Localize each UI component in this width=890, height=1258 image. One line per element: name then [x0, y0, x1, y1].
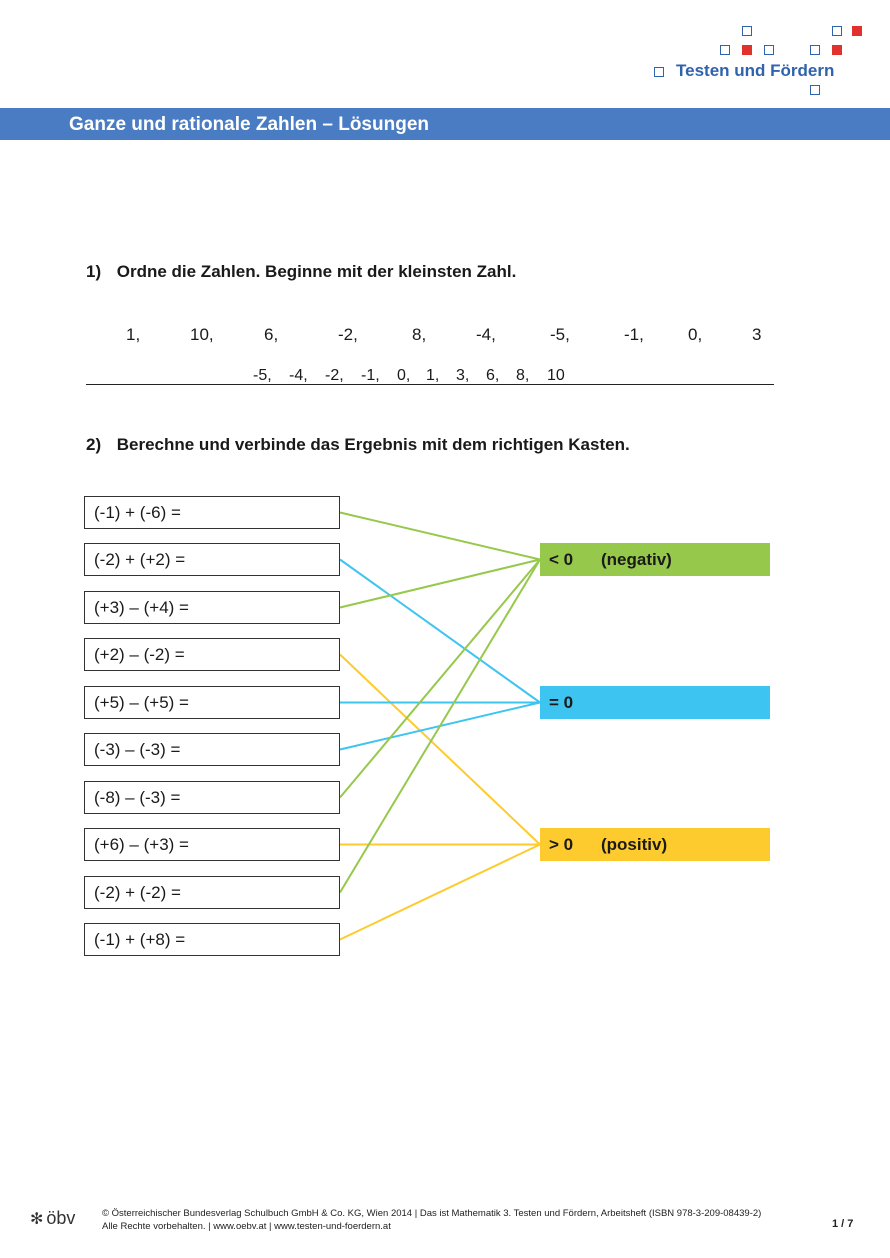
- answer-number: -1,: [361, 367, 380, 384]
- oebv-mark-icon: ✻: [30, 1211, 44, 1228]
- logo-square: [810, 45, 820, 55]
- given-number: 3: [752, 325, 762, 344]
- page-title: Ganze und rationale Zahlen – Lösungen: [69, 114, 429, 135]
- task-instruction: Berechne und verbinde das Ergebnis mit dem richtigen Kasten.: [116, 435, 630, 454]
- footer-copyright: © Österreichischer Bundesverlag Schulbuch GmbH & Co. KG, Wien 2014 | Das ist Mathematik 3. Testen und Fördern, Arbeitsheft (ISBN 978-3-209-08439-2): [102, 1208, 762, 1219]
- connection-line: [340, 513, 540, 560]
- task-2-heading: [86, 435, 630, 455]
- expression-box: [84, 781, 340, 814]
- result-label: (positiv): [601, 835, 668, 854]
- expression-box: [84, 496, 340, 529]
- given-number: 6,: [264, 325, 279, 344]
- connection-line: [340, 703, 540, 750]
- given-number: -2,: [338, 325, 358, 344]
- expression-text: (-2) + (+2) =: [94, 550, 186, 569]
- logo-square: [832, 45, 842, 55]
- expression-box: [84, 828, 340, 861]
- result-box-positive: [540, 828, 770, 861]
- task-number: 2): [86, 435, 102, 454]
- expression-box: [84, 638, 340, 671]
- answer-number: 6,: [486, 367, 500, 384]
- footer-rights: Alle Rechte vorbehalten. | www.oebv.at | www.testen-und-foerdern.at: [102, 1221, 391, 1232]
- expression-box: [84, 733, 340, 766]
- given-number: -5,: [550, 325, 570, 344]
- answer-number: 3,: [456, 367, 470, 384]
- given-number: 1,: [126, 325, 141, 344]
- expression-text: (+6) – (+3) =: [94, 835, 189, 854]
- logo-square: [764, 45, 774, 55]
- expression-text: (-3) – (-3) =: [94, 740, 181, 759]
- answer-number: -5,: [253, 367, 272, 384]
- result-label: (negativ): [601, 550, 672, 569]
- expression-text: (+3) – (+4) =: [94, 598, 189, 617]
- task-instruction: Ordne die Zahlen. Beginne mit der kleinsten Zahl.: [116, 262, 517, 281]
- expression-box: [84, 686, 340, 719]
- logo-square: [654, 67, 664, 77]
- expression-box: [84, 876, 340, 909]
- answer-number: 8,: [516, 367, 530, 384]
- answer-number: -4,: [289, 367, 308, 384]
- answer-number: 10: [547, 367, 565, 384]
- expression-text: (-1) + (+8) =: [94, 930, 186, 949]
- logo-square: [810, 85, 820, 95]
- connection-line: [340, 560, 540, 608]
- page-number: 1 / 7: [832, 1218, 854, 1230]
- task-1-heading: [86, 262, 516, 282]
- connection-line: [340, 560, 540, 798]
- testen-und-foerdern-logo: [650, 22, 880, 102]
- expression-box: [84, 923, 340, 956]
- logo-text: Testen und Fördern: [676, 61, 835, 80]
- expression-text: (-1) + (-6) =: [94, 503, 181, 522]
- given-number: -4,: [476, 325, 496, 344]
- answer-number: 0,: [397, 367, 411, 384]
- connection-line: [340, 655, 540, 845]
- given-number: 0,: [688, 325, 703, 344]
- connection-line: [340, 560, 540, 703]
- logo-square: [742, 45, 752, 55]
- result-box-negative: [540, 543, 770, 576]
- given-number: -1,: [624, 325, 644, 344]
- expression-text: (-8) – (-3) =: [94, 788, 181, 807]
- logo-square: [832, 26, 842, 36]
- result-symbol: < 0: [549, 550, 574, 569]
- connection-line: [340, 845, 540, 940]
- given-number: 10,: [190, 325, 214, 344]
- logo-square: [720, 45, 730, 55]
- publisher-logo: [30, 1208, 75, 1229]
- result-symbol: > 0: [549, 835, 574, 854]
- expression-box: [84, 591, 340, 624]
- expression-text: (+2) – (-2) =: [94, 645, 185, 664]
- answer-number: -2,: [325, 367, 344, 384]
- logo-square: [852, 26, 862, 36]
- logo-square: [742, 26, 752, 36]
- expression-text: (+5) – (+5) =: [94, 693, 189, 712]
- result-box-zero: [540, 686, 770, 719]
- result-symbol: = 0: [549, 693, 574, 712]
- answer-line: [86, 384, 774, 385]
- answer-number: 1,: [426, 367, 440, 384]
- publisher-logo-text: öbv: [46, 1208, 76, 1228]
- title-bar: [0, 108, 890, 140]
- given-number: 8,: [412, 325, 427, 344]
- connection-line: [340, 560, 540, 893]
- task-number: 1): [86, 262, 102, 281]
- expression-text: (-2) + (-2) =: [94, 883, 181, 902]
- expression-box: [84, 543, 340, 576]
